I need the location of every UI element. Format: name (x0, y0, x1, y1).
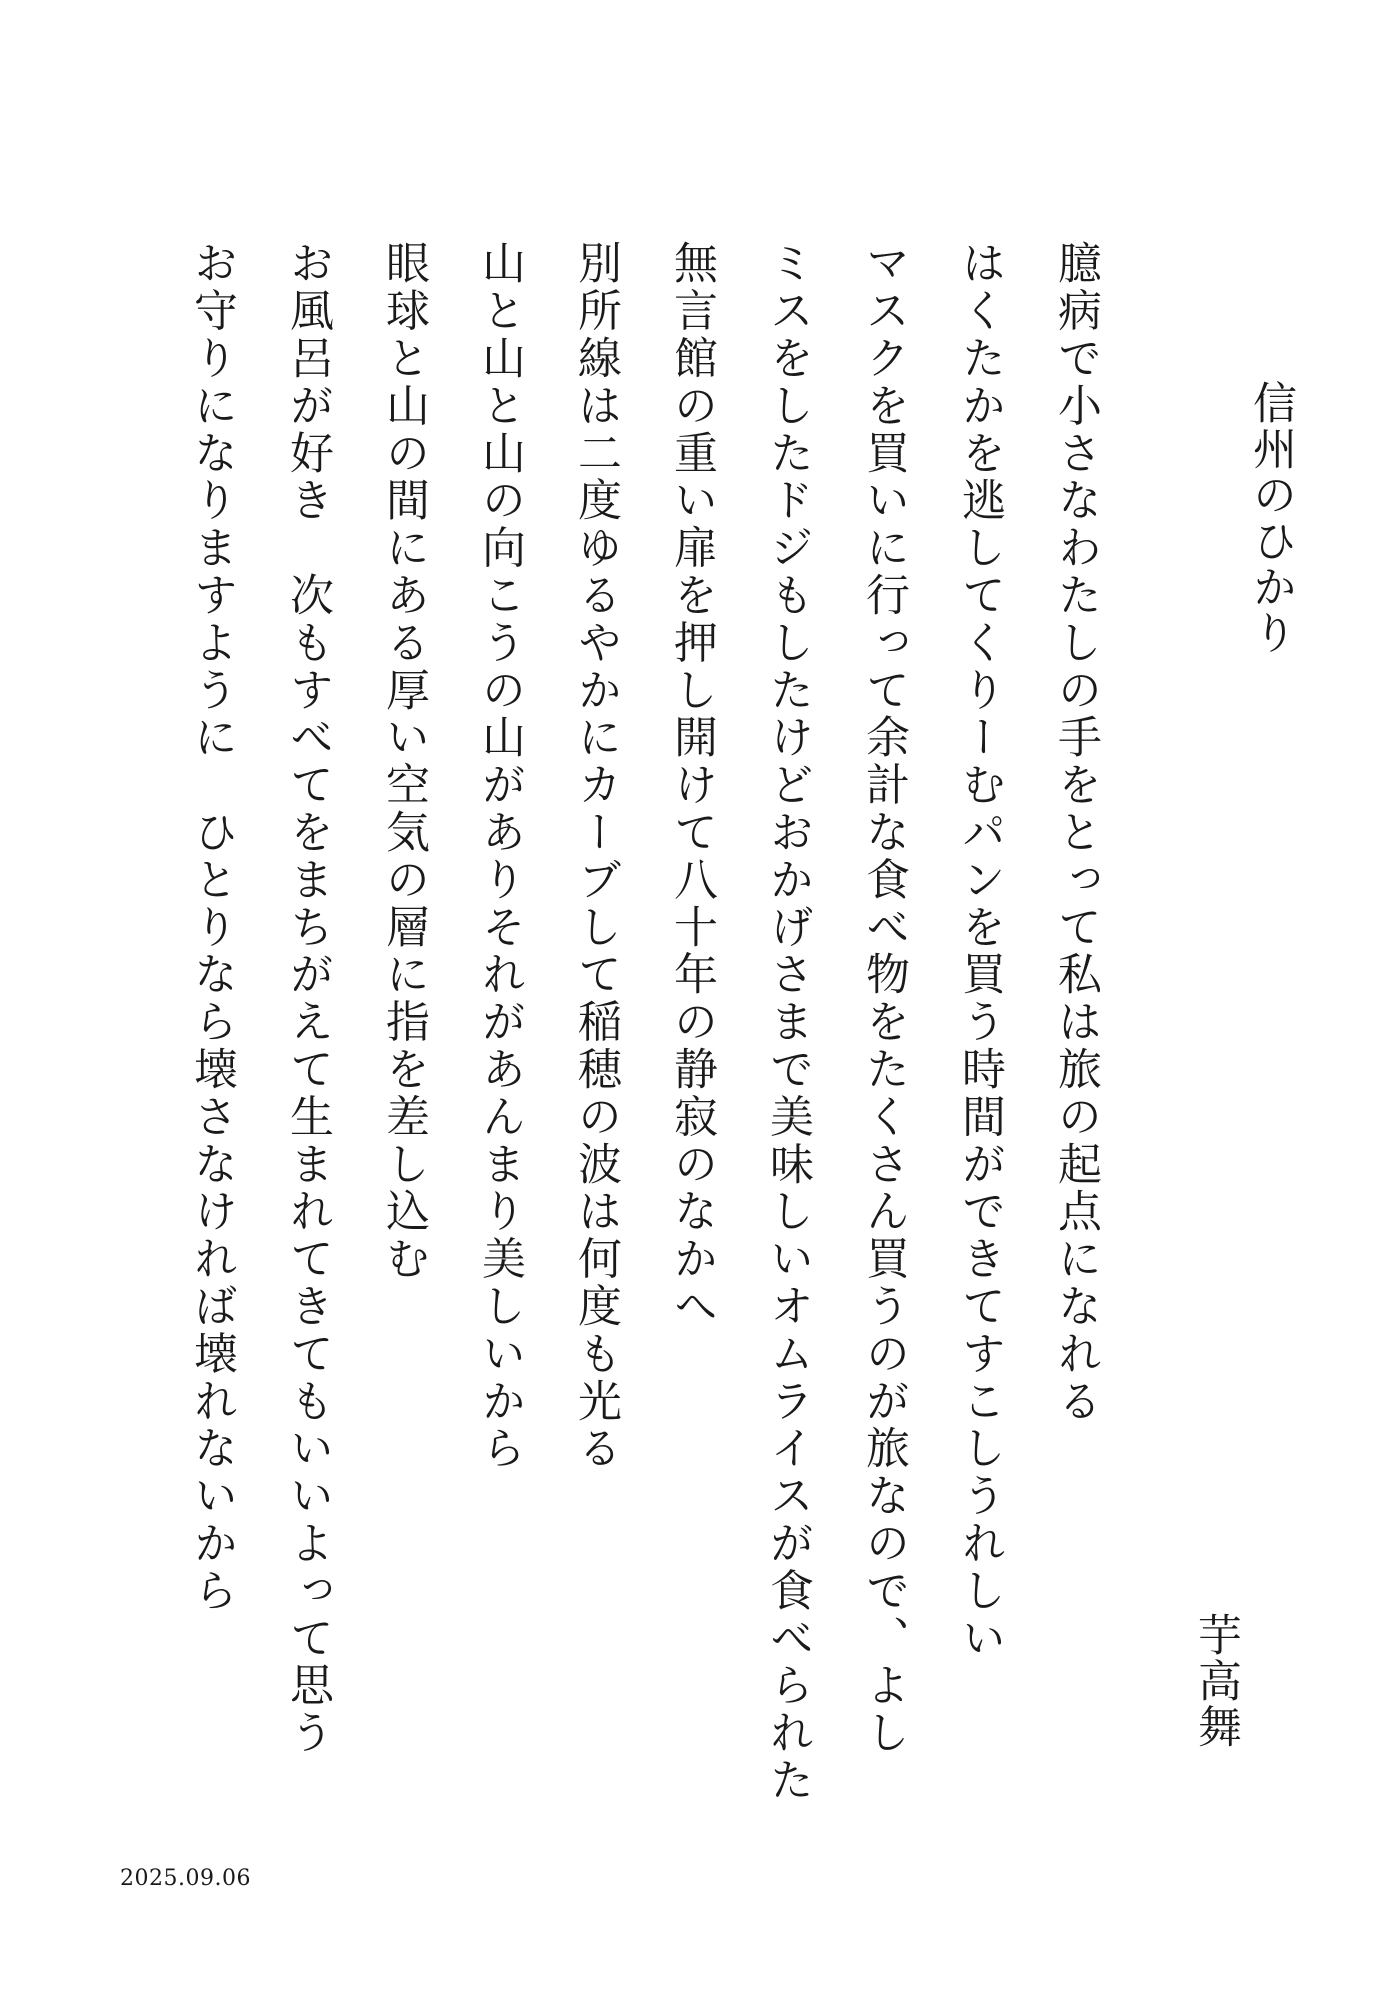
poem-title: 信州のひかり (1245, 380, 1296, 656)
poem-line: お風呂が好き 次もすべてをまちがえて生まれてきてもいいよって思う (282, 240, 333, 1757)
poem-body (186, 240, 1123, 1805)
poem-line: 山と山と山の向こうの山がありそれがあんまり美しいから (474, 240, 525, 1473)
poem-line: はくたかを逃してくりーむパンを買う時間ができてすこしうれしい (954, 240, 1005, 1662)
poem-line: 無言館の重い扉を押し開けて八十年の静寂のなかへ (666, 240, 717, 1331)
publication-date: 2025.09.06 (120, 1866, 251, 1891)
poem-line: お守りになりますように ひとりなら壊さなければ壊れないから (186, 240, 237, 1615)
poem-line: ミスをしたドジもしたけどおかげさまで美味しいオムライスが食べられた (762, 240, 813, 1805)
poem-line: 臆病で小さなわたしの手をとって私は旅の起点になれる (1050, 240, 1101, 1425)
poem-line: 眼球と山の間にある厚い空気の層に指を差し込む (378, 240, 429, 1283)
author-name: 芋高舞 (1190, 1612, 1241, 1750)
poem-line: 別所線は二度ゆるやかにカーブして稲穂の波は何度も光る (570, 240, 621, 1473)
poem-line: マスクを買いに行って余計な食べ物をたくさん買うのが旅なので、よし (858, 240, 909, 1757)
